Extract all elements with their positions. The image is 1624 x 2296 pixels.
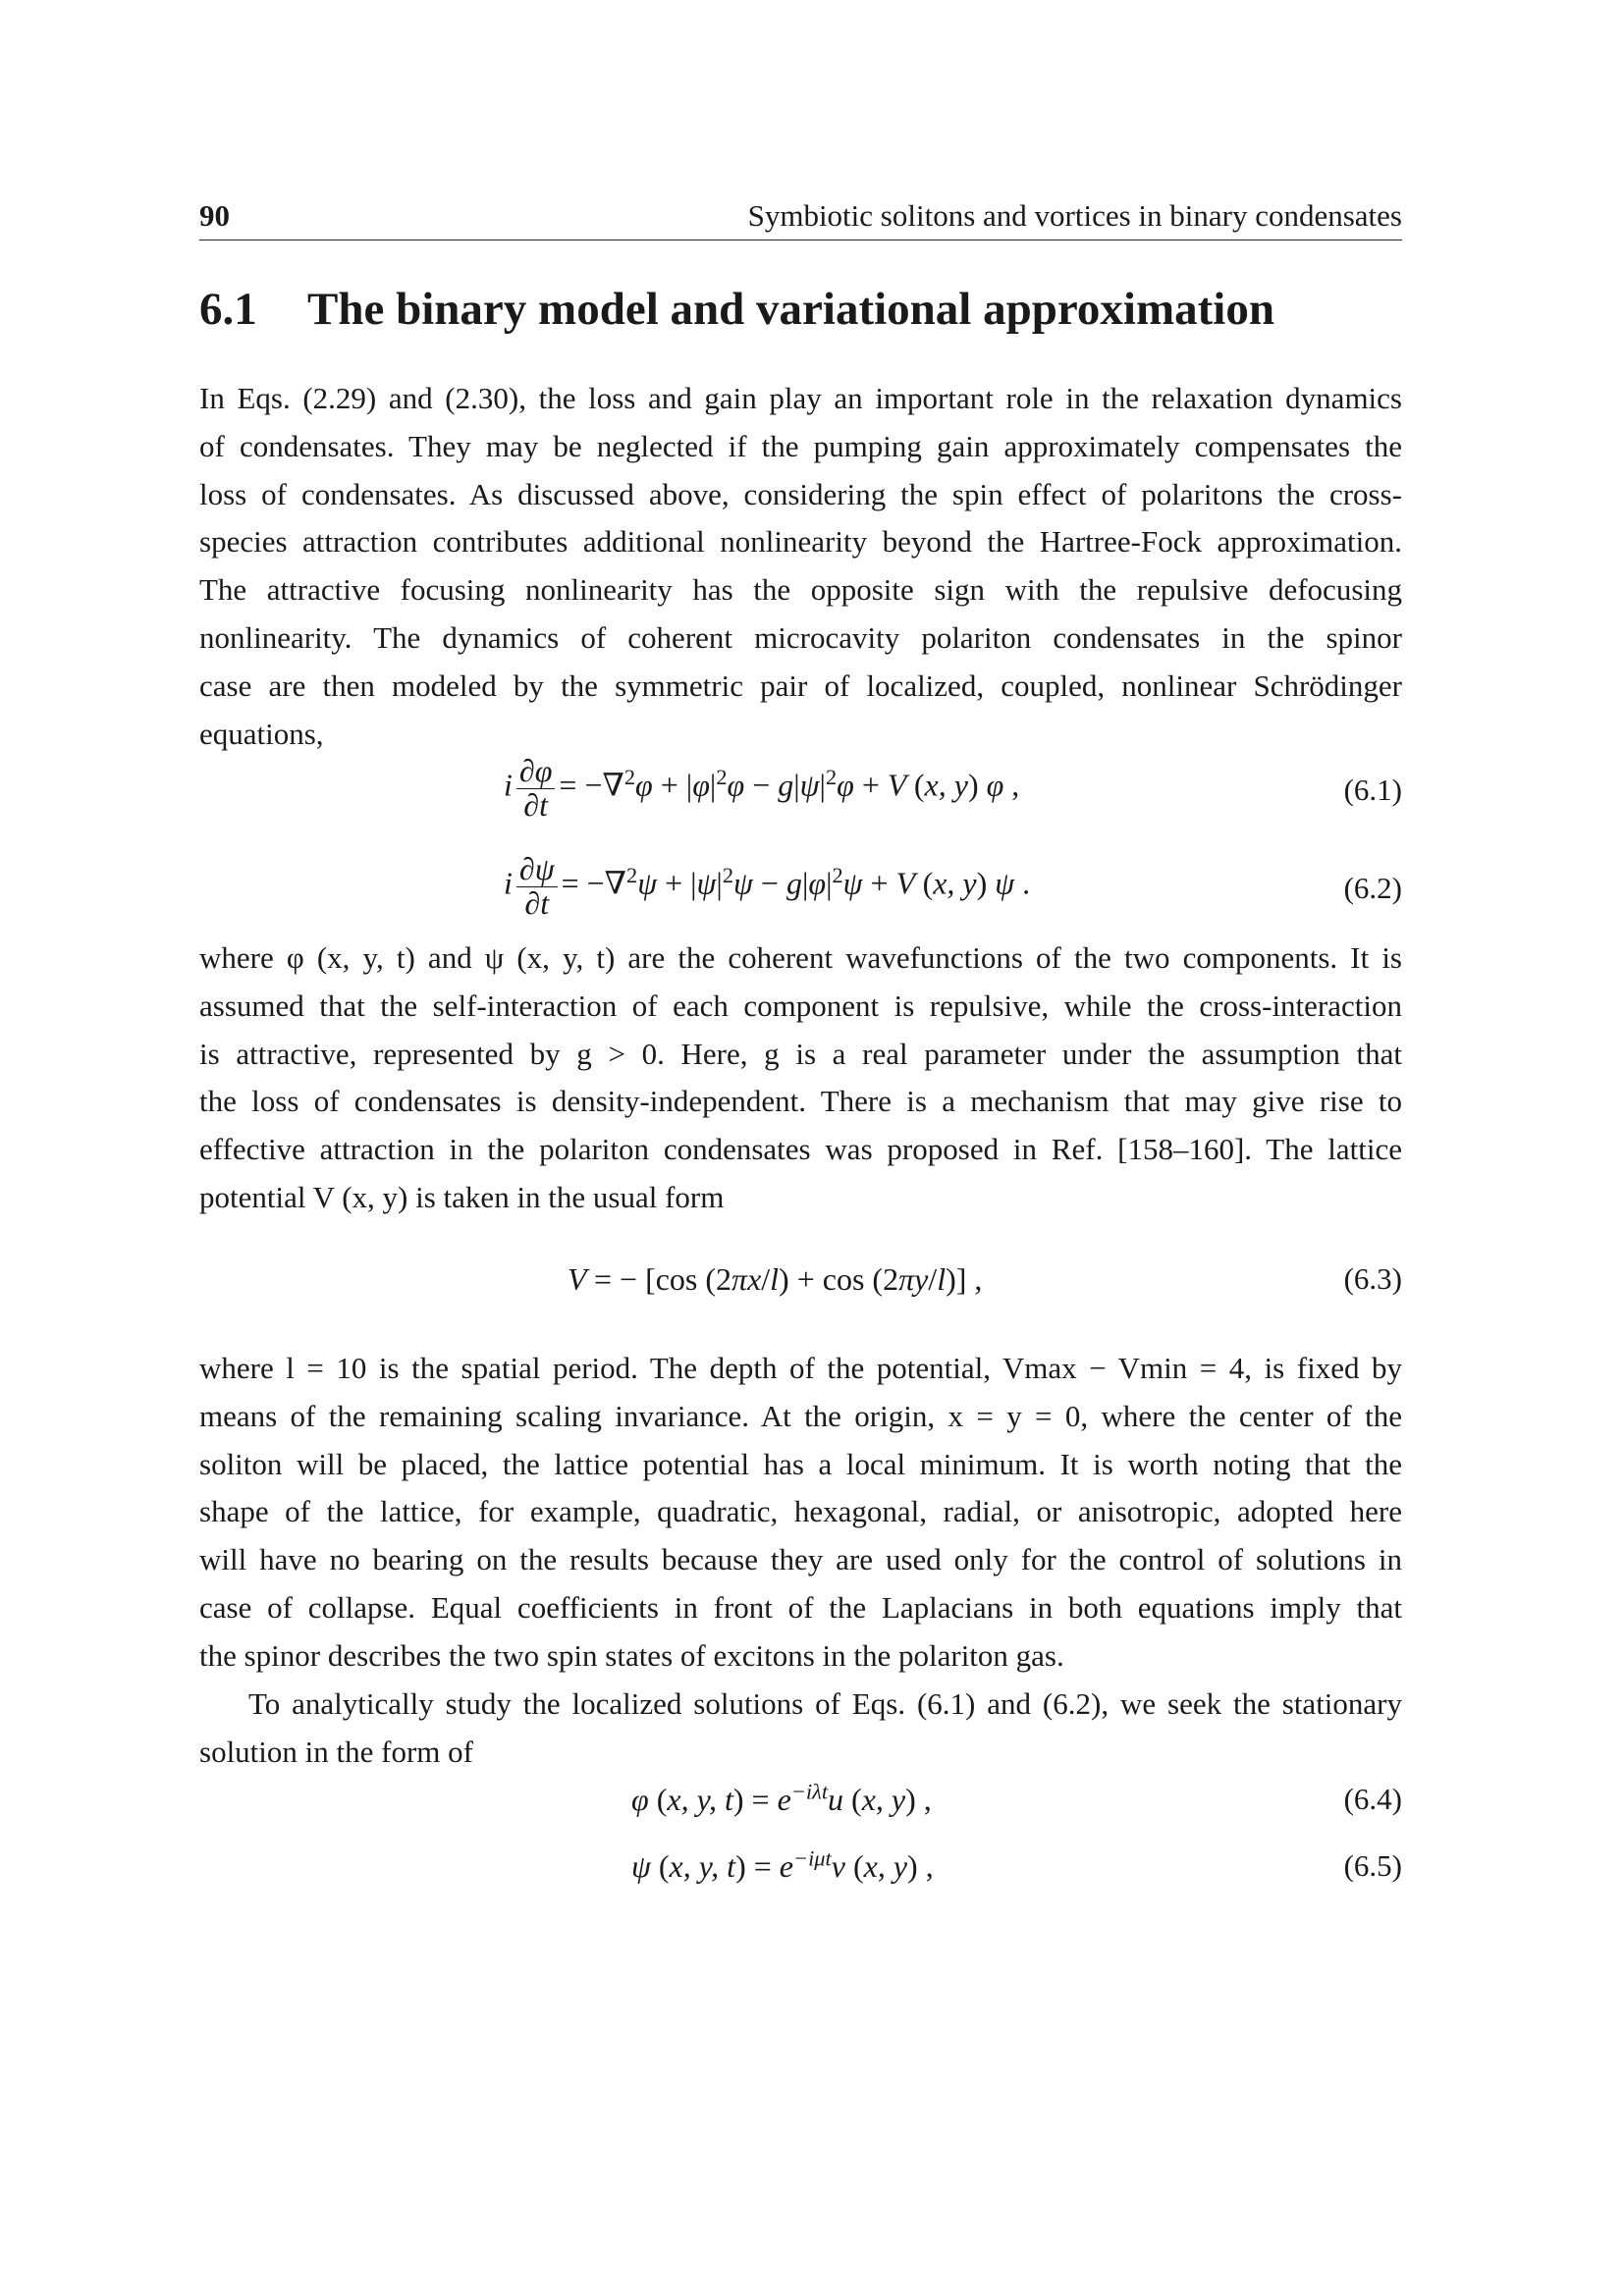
running-title: Symbiotic solitons and vortices in binary condensates — [747, 198, 1402, 233]
equation-body: i $\frac{\partial\psi}{\partial t}$ = $-\nabla^2\psi + |\psi|^2\psi - g|\varphi|^2\psi + V$ (x, y) ψ . — [504, 851, 1031, 921]
equation-6-3 — [199, 1261, 1402, 1320]
paragraph-stationary — [199, 1681, 1402, 1777]
equation-number: (6.4) — [1343, 1782, 1402, 1816]
equation-6-1 — [199, 753, 1402, 823]
section-heading — [199, 283, 1274, 336]
text-line: is attractive, represented by g > 0. Here, g is a real parameter under the assumption that — [199, 1036, 1402, 1071]
equation-body: φ (x, y, $t) = e^{-i\lambda t}u$ (x, y) , — [631, 1779, 932, 1817]
equation-number: (6.1) — [1343, 773, 1402, 807]
text-line: case are then modeled by the symmetric pair of localized, coupled, nonlinear Schrödinger — [199, 667, 1402, 703]
section-number: 6.1 — [199, 284, 257, 335]
paragraph-lattice — [199, 1345, 1402, 1681]
text-line: equations, — [199, 716, 324, 751]
text-line: potential V (x, y) is taken in the usual form — [199, 1179, 725, 1214]
equation-number: (6.2) — [1343, 871, 1402, 905]
equation-body: i $\frac{\partial\varphi}{\partial t}$ = $-\nabla^2\varphi + |\varphi|^2\varphi - g|\psi|^2\varphi + V$ (x, y) φ , — [504, 753, 1020, 823]
equation-number: (6.5) — [1343, 1848, 1402, 1883]
equation-body: ψ (x, y, $t) = e^{-i\mu t}v$ (x, y) , — [631, 1845, 934, 1884]
equation-6-4 — [199, 1779, 1402, 1841]
paragraph-wavefunctions — [199, 934, 1402, 1222]
text-line: To analytically study the localized solutions of Eqs. (6.1) and (6.2), we seek the stationary — [248, 1686, 1402, 1721]
equation-6-5 — [199, 1845, 1402, 1907]
text-line: assumed that the self-interaction of each component is repulsive, while the cross-interaction — [199, 988, 1402, 1023]
text-line: will have no bearing on the results because they are used only for the control of solutions in — [199, 1542, 1402, 1577]
text-line: case of collapse. Equal coefficients in front of the Laplacians in both equations imply that — [199, 1589, 1402, 1625]
text-line: of condensates. They may be neglected if the pumping gain approximately compensates the — [199, 428, 1402, 463]
text-line: where φ (x, y, t) and ψ (x, y, t) are the coherent wavefunctions of the two components. It is — [199, 940, 1402, 975]
text-line: nonlinearity. The dynamics of coherent microcavity polariton condensates in the spinor — [199, 619, 1402, 655]
text-line: species attraction contributes additional nonlinearity beyond the Hartree-Fock approximation. — [199, 524, 1402, 560]
text-line: effective attraction in the polariton condensates was proposed in Ref. [158–160]. The lattice — [199, 1132, 1402, 1167]
text-line: means of the remaining scaling invariance. At the origin, x = y = 0, where the center of the — [199, 1398, 1402, 1433]
text-line: In Eqs. (2.29) and (2.30), the loss and gain play an important role in the relaxation dynamics — [199, 381, 1402, 415]
text-line: the loss of condensates is density-independent. There is a mechanism that may give rise to — [199, 1084, 1402, 1119]
running-head — [199, 196, 1402, 240]
equation-number: (6.3) — [1343, 1261, 1402, 1296]
page-number: 90 — [199, 198, 230, 233]
text-line: solution in the form of — [199, 1734, 473, 1769]
text-line: shape of the lattice, for example, quadratic, hexagonal, radial, or anisotropic, adopted here — [199, 1494, 1402, 1529]
section-title: The binary model and variational approximation — [307, 284, 1274, 335]
equation-body: V = − [cos (2πx/l) + cos (2πy/l)] , — [568, 1261, 983, 1297]
text-line: loss of condensates. As discussed above, considering the spin effect of polaritons the cross- — [199, 476, 1402, 511]
text-line: The attractive focusing nonlinearity has the opposite sign with the repulsive defocusing — [199, 572, 1402, 608]
text-line: the spinor describes the two spin states of excitons in the polariton gas. — [199, 1637, 1064, 1673]
text-line: soliton will be placed, the lattice potential has a local minimum. It is worth noting that the — [199, 1446, 1402, 1481]
equation-6-2 — [199, 851, 1402, 921]
paragraph-intro — [199, 375, 1402, 758]
text-line: where l = 10 is the spatial period. The depth of the potential, Vmax − Vmin = 4, is fixed by — [199, 1351, 1402, 1385]
